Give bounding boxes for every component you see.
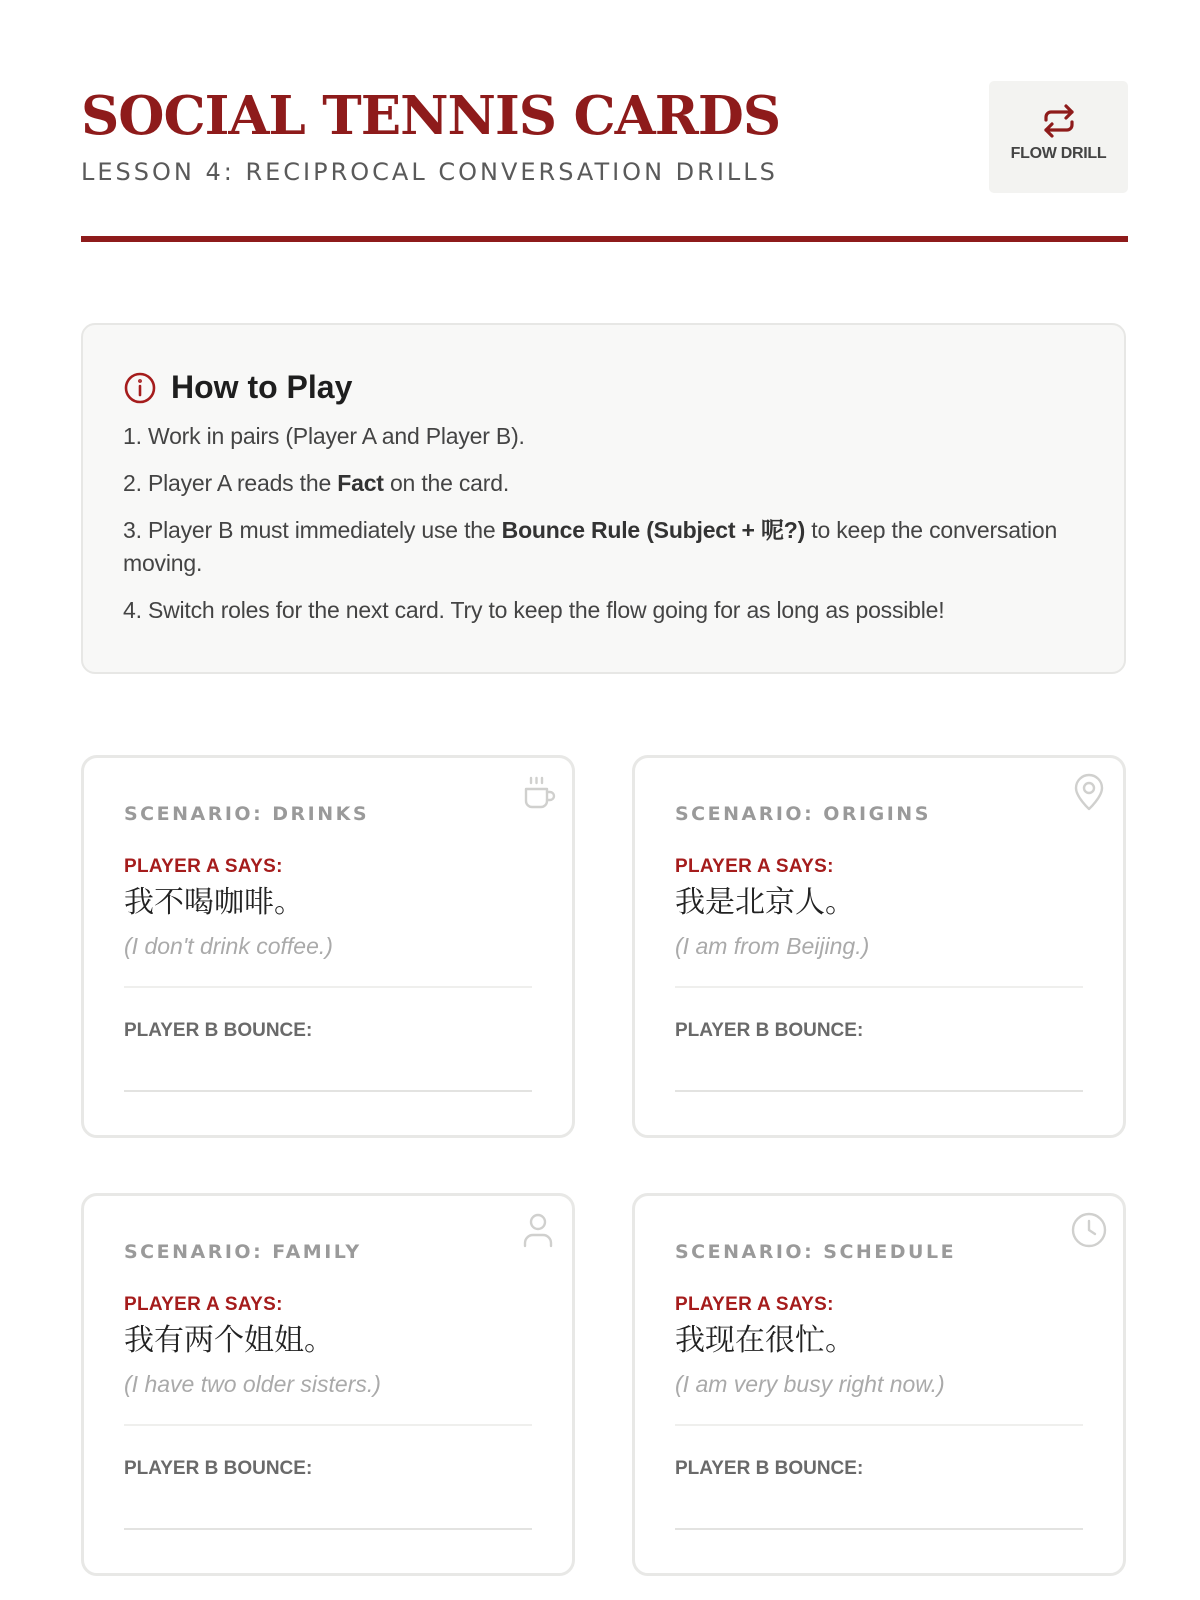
card-divider xyxy=(675,986,1083,988)
page-title: SOCIAL TENNIS CARDS xyxy=(81,85,781,147)
coffee-cup-icon xyxy=(518,772,558,812)
worksheet-page xyxy=(81,0,1128,1479)
chinese-sentence: 我现在很忙。 xyxy=(675,1323,855,1358)
how-to-play-header xyxy=(123,369,1084,406)
player-a-label: PLAYER A SAYS: xyxy=(124,856,283,877)
player-a-label: PLAYER A SAYS: xyxy=(124,1294,283,1315)
map-pin-icon xyxy=(1069,772,1109,812)
scenario-card xyxy=(632,1193,1126,1576)
answer-line xyxy=(124,1528,532,1530)
header xyxy=(81,0,1128,244)
scenario-label: SCENARIO: SCHEDULE xyxy=(675,1241,957,1263)
chinese-sentence: 我不喝咖啡。 xyxy=(124,885,304,920)
answer-line xyxy=(124,1090,532,1092)
english-translation: (I have two older sisters.) xyxy=(124,1371,381,1397)
instructions-list xyxy=(123,420,1084,627)
chinese-sentence: 我有两个姐姐。 xyxy=(124,1323,334,1358)
scenario-label: SCENARIO: FAMILY xyxy=(124,1241,362,1263)
player-b-label: PLAYER B BOUNCE: xyxy=(675,1020,864,1041)
info-circle-icon xyxy=(123,371,157,405)
chinese-sentence: 我是北京人。 xyxy=(675,885,855,920)
english-translation: (I am very busy right now.) xyxy=(675,1371,945,1397)
instruction-step: 2. Player A reads the Fact on the card. xyxy=(123,470,510,496)
flow-drill-label: FLOW DRILL xyxy=(1010,145,1107,162)
answer-line xyxy=(675,1090,1083,1092)
instruction-step: 4. Switch roles for the next card. Try to keep the flow going for as long as possible! xyxy=(123,597,945,623)
scenario-label: SCENARIO: DRINKS xyxy=(124,803,370,825)
instruction-step: 1. Work in pairs (Player A and Player B). xyxy=(123,423,525,449)
clock-icon xyxy=(1069,1210,1109,1250)
player-b-label: PLAYER B BOUNCE: xyxy=(124,1020,313,1041)
card-divider xyxy=(675,1424,1083,1426)
player-a-label: PLAYER A SAYS: xyxy=(675,856,834,877)
card-divider xyxy=(124,986,532,988)
page-subtitle: LESSON 4: RECIPROCAL CONVERSATION DRILLS xyxy=(81,158,778,186)
instruction-step: 3. Player B must immediately use the Bounce Rule (Subject + 呢?) to keep the conversation moving. xyxy=(123,517,1058,576)
flow-drill-button[interactable] xyxy=(989,81,1128,193)
person-icon xyxy=(518,1210,558,1250)
scenario-card xyxy=(632,755,1126,1138)
player-b-label: PLAYER B BOUNCE: xyxy=(675,1458,864,1479)
player-b-label: PLAYER B BOUNCE: xyxy=(124,1458,313,1479)
answer-line xyxy=(675,1528,1083,1530)
player-a-label: PLAYER A SAYS: xyxy=(675,1294,834,1315)
english-translation: (I am from Beijing.) xyxy=(675,933,870,959)
english-translation: (I don't drink coffee.) xyxy=(124,933,333,959)
repeat-arrows-icon xyxy=(1039,101,1079,141)
header-divider xyxy=(81,236,1128,242)
scenario-label: SCENARIO: ORIGINS xyxy=(675,803,931,825)
card-divider xyxy=(124,1424,532,1426)
how-to-play-panel xyxy=(81,323,1126,674)
scenario-card xyxy=(81,1193,575,1576)
scenario-card xyxy=(81,755,575,1138)
how-to-play-title: How to Play xyxy=(171,369,353,405)
